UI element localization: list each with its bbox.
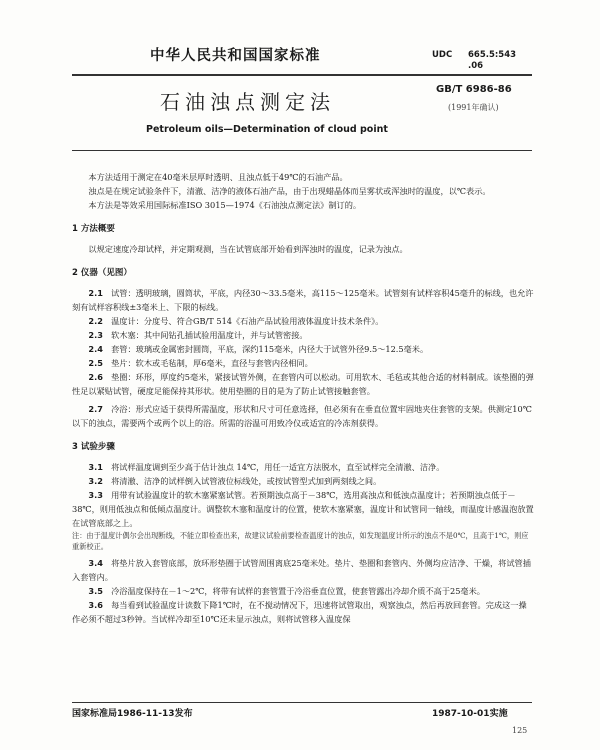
section-paragraph: 以规定速度冷却试样，并定期观测，当在试管底部开始看到浑浊时的温度，记录为浊点。 [88,244,408,254]
clause [72,474,534,488]
section-heading: 2 仪器（见图） [72,268,132,278]
clause-number: 2.1 [88,288,103,298]
clause-number: 3.5 [88,586,103,596]
note-paragraph: 注：由于温度计偶尔会出现断线，不能立即检查出来，故建议试验前要检查温度计的浊点，如发现温度计所示的浊点不是0℃，且高于1℃，则应重新校正。 [72,531,529,551]
clause-text: 将垫片放入套管底部，放环形垫圈于试管周围离底25毫米处。垫片、垫圈和套管内、外侧均应洁净、干燥，将试管插入套管内。 [72,558,531,582]
clause-number: 2.6 [88,372,103,382]
clause-number: 2.2 [88,316,103,326]
clause [72,460,534,474]
clause-text: 温度计：分度号、符合GB/T 514《石油产品试验用液体温度计技术条件》。 [111,316,384,326]
clause-text: 将试样温度调到至少高于估计浊点 14℃，用任一适宜方法脱水，直至试样完全清澈、洁净。 [111,462,445,472]
gb-standard-code: GB/T 6986-86 [436,84,512,95]
clause-number: 3.6 [88,600,103,610]
clause-number: 3.3 [88,490,103,500]
section-heading: 1 方法概要 [72,224,115,234]
clause-text: 冷浴温度保持在－1～2℃，将带有试样的套管置于冷浴垂直位置，使套管露出冷却介质不高于25毫米。 [111,586,485,596]
clause [72,356,534,370]
clause-text: 试管：透明玻璃，圆筒状，平底，内径30～33.5毫米，高115～125毫米。试管刻有试样容积45毫升的标线，也允许刻有试样容积线±3毫米上、下限的标线。 [72,288,534,312]
standard-category-title: 中华人民共和国国家标准 [150,48,321,64]
intro-paragraph: 本方法适用于测定在40毫米层厚时透明、且浊点低于49℃的石油产品。 [88,172,348,182]
clause [72,598,534,626]
clause [72,584,534,598]
clause-number: 2.3 [88,330,103,340]
title-divider [72,150,532,151]
clause [72,342,534,356]
clause-text: 冷浴：形式应适于获得所需温度，形状和尺寸可任意选择，但必须有在垂直位置牢固地夹住套管的支架。供测定10℃以下的浊点，需要两个或两个以上的浴。所需的浴温可用致冷仪或适宜的冷冻剂获得。 [72,404,532,428]
document-title: 石油浊点测定法 [160,90,335,114]
clause-text: 套管：玻璃或金属密封圆筒，平底，深约115毫米，内径大于试管外径9.5～12.5毫米。 [111,344,429,354]
clause-text: 每当看到试验温度计读数下降1℃时，在不搅动情况下，迅速将试管取出，观察浊点，然后再放回套管。完成这一操作必须不超过3秒钟。当试样冷却至10℃还未显示浊点，则将试管移入温度保 [72,600,527,624]
clause [72,488,534,530]
confirmation-note: (1991年确认) [448,103,499,112]
clause [72,328,534,342]
clause-number: 2.5 [88,358,103,368]
issue-date: 国家标准局1986-11-13发布 [72,709,193,719]
clause-text: 垫圈：环形，厚度约5毫米，紧接试管外侧，在套管内可以松动。可用软木、毛毡或其他合适的材料制成。该垫圈的弹性足以紧贴试管，硬度足能保持其形状。使用垫圈的目的是为了防止试管接触套管。 [72,372,534,396]
clause-text: 软木塞：其中间钻孔插试验用温度计，并与试管密接。 [111,330,308,340]
udc-label: UDC [432,50,453,60]
section-heading: 3 试验步骤 [72,442,115,452]
clause-number: 2.7 [88,404,103,414]
udc-code-line-1: 665.5:543 [468,50,517,60]
header-divider [72,74,532,76]
clause [72,402,534,430]
clause [72,370,534,398]
udc-code-line-2: .06 [468,61,484,71]
page-number: 125 [512,726,528,735]
clause-text: 用带有试验温度计的软木塞紧塞试管。若预期浊点高于－38℃，选用高浊点和低浊点温度计；若预期浊点低于－38℃，则用低浊点和低倾点温度计。调整软木塞和温度计的位置，使软木塞紧塞，温度计和试管同一轴线，而温度计感温泡放置在试管底部之上。 [72,490,534,528]
intro-paragraph: 浊点是在规定试验条件下，清澈、洁净的液体石油产品，由于出现蜡晶体而呈雾状或浑浊时的温度，以℃表示。 [88,186,491,196]
intro-paragraph: 本方法是等效采用国际标准ISO 3015—1974《石油浊点测定法》制订的。 [88,200,362,210]
clause-number: 3.1 [88,462,103,472]
clause-number: 2.4 [88,344,103,354]
clause [72,286,534,314]
english-title: Petroleum oils—Determination of cloud point [146,124,388,135]
footer-divider [72,702,532,703]
clause-text: 将清澈、洁净的试样倒入试管液位标线处，或按试管型式加到两刻线之间。 [111,476,382,486]
clause-text: 垫片：软木或毛毡制，厚6毫米，直径与套管内径相同。 [111,358,313,368]
clause-number: 3.4 [88,558,103,568]
document-body [72,170,534,626]
udc-code [468,50,516,72]
clause [72,314,534,328]
effective-date: 1987-10-01实施 [432,709,508,719]
clause-number: 3.2 [88,476,103,486]
clause [72,556,534,584]
